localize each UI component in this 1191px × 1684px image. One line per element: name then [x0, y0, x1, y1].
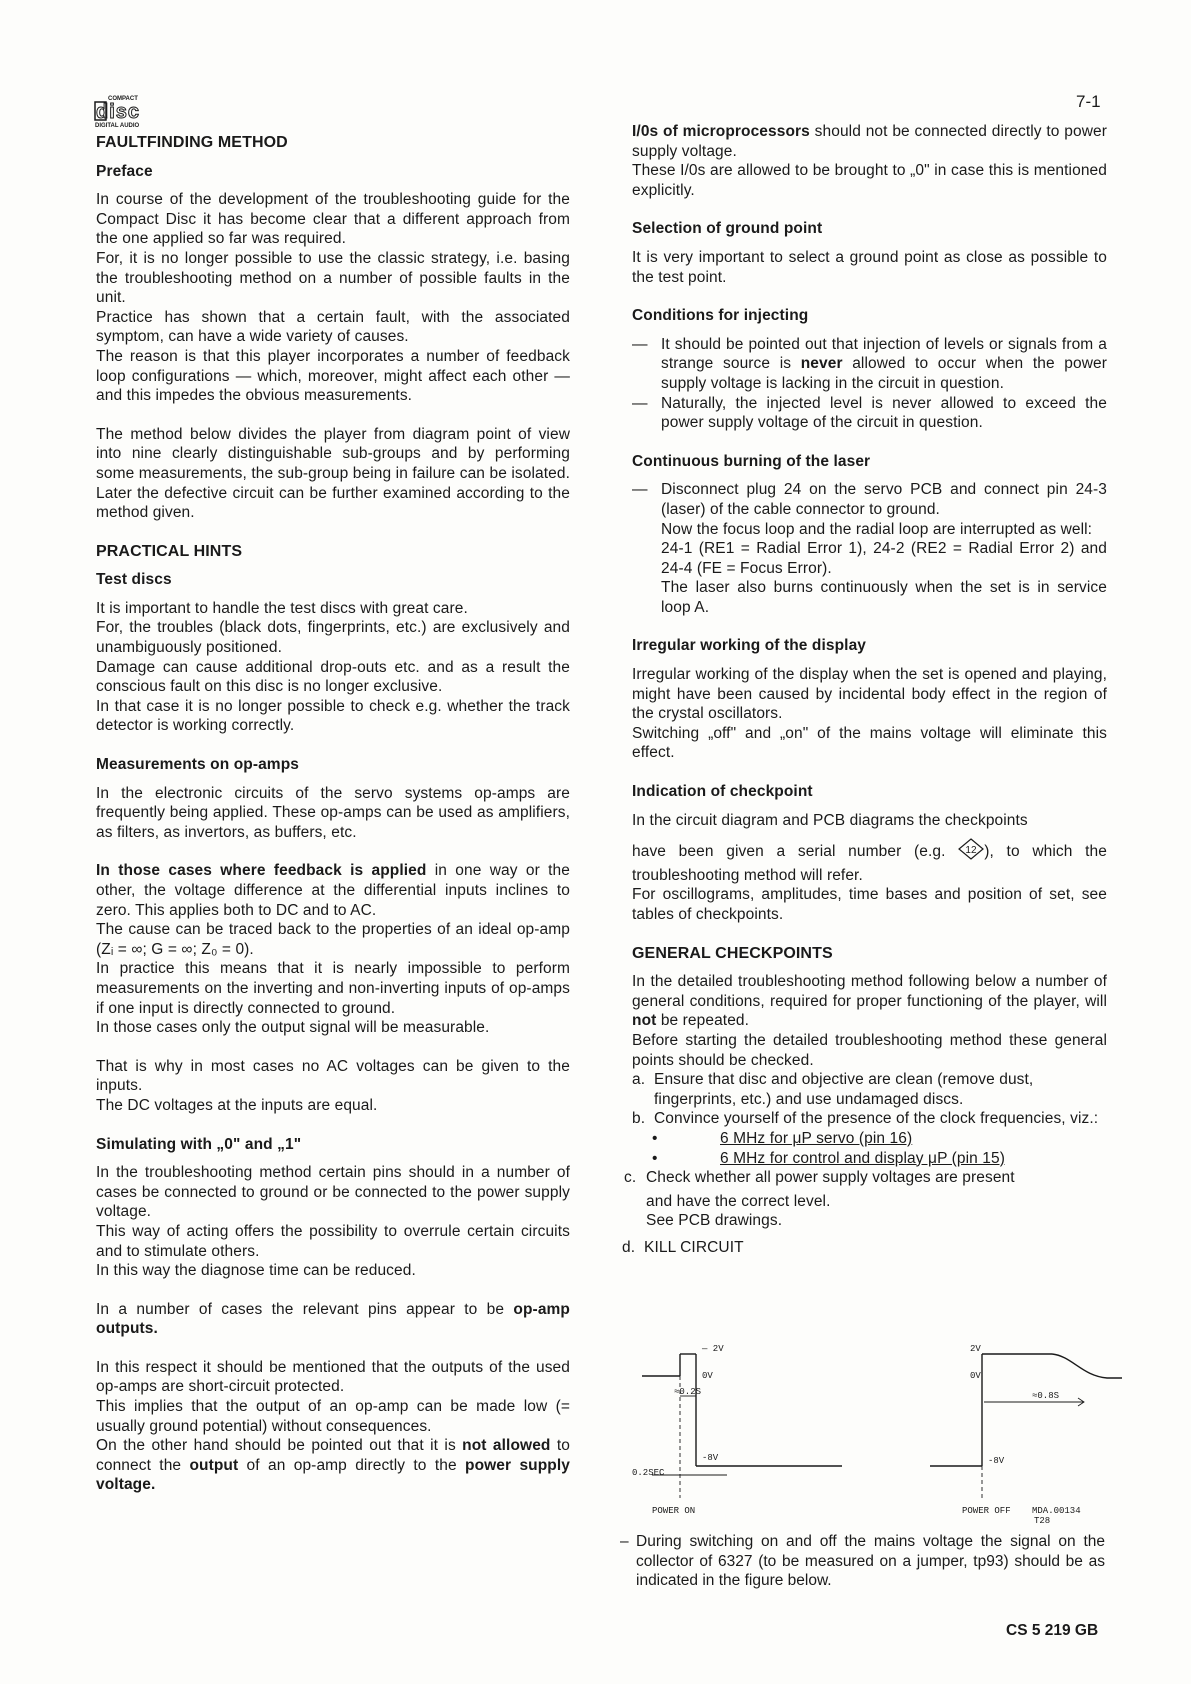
- op-amps-paragraph: In practice this means that it is nearly impossible to perform measurements on the inverting and non-inverting inputs of op-amps if one input is directly connected to ground.: [96, 960, 570, 1017]
- simulating-heading: Simulating with „0" and „1": [96, 1135, 302, 1153]
- clock-text: 6 MHz for μP servo (pin 16): [720, 1129, 913, 1147]
- preface-paragraph: The method below divides the player from diagram point of view into nine clearly distinguishable sub-groups and by performing some measurements, the sub-group being in failure can be isolated. Later the defective circuit can be further examined according to the method given.: [96, 425, 570, 522]
- display-paragraph: Switching „off" and „on" of the mains voltage will eliminate this effect.: [632, 724, 1107, 762]
- general-list-item: [632, 1070, 1107, 1109]
- general-paragraph: [632, 972, 1107, 1031]
- laser-text: Disconnect plug 24 on the servo PCB and connect pin 24-3 (laser) of the cable connector to ground.: [661, 481, 1107, 518]
- op-amps-paragraph: [96, 861, 570, 920]
- simulating-paragraph: In this respect it should be mentioned that the outputs of the used op-amps are short-circuit protected.: [96, 1358, 570, 1396]
- ground-point-heading: Selection of ground point: [632, 220, 823, 238]
- op-amps-heading: Measurements on op-amps: [96, 756, 299, 774]
- list-text: See PCB drawings.: [646, 1212, 783, 1230]
- clock-list-item: • 6 MHz for μP servo (pin 16): [652, 1129, 913, 1147]
- injecting-list-item: — Naturally, the injected level is never allowed to exceed the power supply voltage of the circuit in question.: [632, 394, 1107, 432]
- list-text: Ensure that disc and objective are clean (remove dust, fingerprints, etc.) and use undamaged discs.: [654, 1071, 1034, 1108]
- simulating-bold-text: output: [189, 1456, 239, 1474]
- general-text: be repeated.: [656, 1012, 750, 1030]
- left-column: [96, 95, 570, 1495]
- voltage-label: -8V: [988, 1456, 1005, 1466]
- page-number: 7-1: [1076, 92, 1101, 111]
- checkpoint-icon-number: 12: [965, 845, 977, 857]
- time-label: ≈0.2S: [674, 1387, 702, 1397]
- display-paragraph: Irregular working of the display when the set is opened and playing, might have been caused by incidental body effect in the region of the crystal oscillators.: [632, 666, 1107, 723]
- simulating-text: to connect the: [96, 1437, 570, 1474]
- logo-bottom-text: DIGITAL AUDIO: [95, 123, 140, 129]
- test-discs-paragraph: For, the troubles (black dots, fingerprints, etc.) are exclusively and unambiguously positioned.: [96, 619, 570, 657]
- io-paragraph: [632, 122, 1107, 161]
- general-checkpoints-heading: GENERAL CHECKPOINTS: [632, 944, 833, 962]
- voltage-label: 0V: [970, 1371, 981, 1381]
- ground-point-paragraph: It is very important to select a ground point as close as possible to the test point.: [632, 248, 1107, 286]
- general-text: In the detailed troubleshooting method following below a number of general conditions, required for proper functioning of the player, will: [632, 973, 1107, 1010]
- injecting-text: It should be pointed out that injection of levels or signals from a strange source is: [661, 335, 1107, 373]
- display-heading: Irregular working of the display: [632, 637, 867, 655]
- simulating-paragraph: In this way the diagnose time can be reduced.: [96, 1262, 416, 1280]
- general-list-item: [632, 1109, 1107, 1129]
- preface-paragraph: For, it is no longer possible to use the classic strategy, i.e. basing the troubleshooting method on a number of possible faults in the unit.: [96, 249, 570, 307]
- clock-list-item: • 6 MHz for control and display μP (pin 15): [652, 1149, 1005, 1167]
- op-amps-paragraph: In those cases only the output signal will be measurable.: [96, 1019, 490, 1037]
- power-off-label: POWER OFF: [962, 1506, 1011, 1516]
- simulating-bold-text: op-amp outputs.: [96, 1300, 570, 1338]
- op-amps-bold-text: In those cases where feedback is applied: [96, 862, 427, 880]
- injecting-heading: Conditions for injecting: [632, 307, 809, 325]
- checkpoint-heading: Indication of checkpoint: [632, 783, 813, 801]
- simulating-paragraph: In the troubleshooting method certain pins should in a number of cases be connected to ground or be connected to the power supply voltage.: [96, 1164, 570, 1221]
- list-text: Check whether all power supply voltages are present: [646, 1169, 1015, 1187]
- laser-text: The laser also burns continuously when the set is in service loop A.: [661, 579, 1107, 616]
- list-text: and have the correct level.: [646, 1192, 831, 1210]
- test-discs-paragraph: Damage can cause additional drop-outs etc. and as a result the conscious fault on this disc is no longer exclusive.: [96, 658, 570, 696]
- logo-main-text: disc: [96, 101, 141, 123]
- document-code: CS 5 219 GB: [1006, 1622, 1099, 1639]
- clock-text: 6 MHz for control and display μP (pin 15): [720, 1149, 1005, 1167]
- simulating-text: In a number of cases the relevant pins appear to be: [96, 1300, 514, 1318]
- figure-reference-sub: T28: [1034, 1516, 1051, 1526]
- general-list-item: [624, 1168, 1107, 1188]
- power-on-label: POWER ON: [652, 1506, 696, 1516]
- op-amps-text: in one way or the other, the voltage difference at the differential inputs inclines to zero. This applies both to DC and to AC.: [96, 862, 571, 919]
- checkpoint-text: have been given a serial number (e.g.: [632, 843, 959, 861]
- voltage-label: — 2V: [702, 1344, 724, 1354]
- preface-heading: Preface: [96, 162, 153, 180]
- injecting-text: Naturally, the injected level is never allowed to exceed the power supply voltage of the circuit in question.: [661, 394, 1107, 432]
- kill-circuit-note: – During switching on and off the mains voltage the signal on the collector of 6327 (to be measured on a jumper, tp93) should be as indicated in the figure below.: [620, 1533, 1105, 1590]
- laser-text: 24-1 (RE1 = Radial Error 1), 24-2 (RE2 = Radial Error 2) and 24-4 (FE = Focus Error).: [661, 540, 1107, 577]
- preface-paragraph: Practice has shown that a certain fault, with the associated symptom, can have a wide variety of causes.: [96, 308, 570, 346]
- test-discs-paragraph: In that case it is no longer possible to check e.g. whether the track detector is working correctly.: [96, 697, 570, 735]
- preface-paragraph: The reason is that this player incorporates a number of feedback loop configurations — which, moreover, might affect each other — and this impedes the obvious measurements.: [96, 347, 570, 405]
- io-bold-text: I/0s of microprocessors: [632, 123, 810, 140]
- injecting-text: allowed to occur when the power supply voltage is lacking in the circuit in question.: [661, 355, 1107, 392]
- time-label: ≈0.8S: [1032, 1391, 1060, 1401]
- simulating-text: of an op-amp directly to the: [238, 1456, 465, 1474]
- injecting-bold-text: never: [800, 355, 843, 373]
- simulating-paragraph: [96, 1300, 570, 1339]
- checkpoint-diamond-icon: [958, 838, 984, 866]
- op-amps-paragraph: The DC voltages at the inputs are equal.: [96, 1096, 378, 1114]
- injecting-list-item: — It should be pointed out that injection of levels or signals from a strange source is never allowed to occur when the power supply voltage is lacking in the circuit in question.: [632, 335, 1107, 392]
- list-marker: c.: [624, 1169, 637, 1187]
- general-bold-text: not: [632, 1012, 657, 1030]
- test-discs-paragraph: It is important to handle the test discs with great care.: [96, 599, 468, 617]
- io-paragraph: These I/0s are allowed to be brought to „0" in case this is mentioned explicitly.: [632, 162, 1107, 199]
- op-amps-paragraph: In the electronic circuits of the servo systems op-amps are frequently being applied. These op-amps can be used as amplifiers, as filters, as invertors, as buffers, etc.: [96, 784, 570, 841]
- checkpoint-paragraph: In the circuit diagram and PCB diagrams the checkpoints: [632, 811, 1028, 829]
- io-text: should not be connected directly to power supply voltage.: [632, 123, 1107, 160]
- preface-paragraph: In course of the development of the troubleshooting guide for the Compact Disc it has become clear that a different approach from the one applied so far was required.: [96, 191, 570, 248]
- practical-hints-heading: PRACTICAL HINTS: [96, 542, 243, 560]
- list-marker: b.: [632, 1110, 646, 1128]
- simulating-bold-text: not allowed: [462, 1437, 551, 1455]
- checkpoint-text: ), to which the troubleshooting method will refer.: [632, 843, 1107, 884]
- voltage-label: -8V: [702, 1453, 719, 1463]
- list-text: Convince yourself of the presence of the clock frequencies, viz.:: [654, 1110, 1099, 1128]
- logo-top-text: COMPACT: [108, 96, 138, 102]
- page-title: FAULTFINDING METHOD: [96, 134, 288, 151]
- checkpoint-paragraph: [632, 838, 1107, 885]
- simulating-paragraph: This way of acting offers the possibility to overrule certain circuits and to stimulate others.: [96, 1222, 570, 1260]
- laser-list-item: — Disconnect plug 24 on the servo PCB and connect pin 24-3 (laser) of the cable connector to ground. Now the focus loop and the radial loop are interrupted as well: 24-1 (RE1 = Radial Error 1), 24-2 (RE2 = Radial Error 2) and 24-4 (FE = Focus Error). The laser also burns continuously when the set is in service loop A.: [632, 481, 1107, 616]
- op-amps-paragraph: That is why in most cases no AC voltages can be given to the inputs.: [96, 1057, 570, 1095]
- right-column: [622, 122, 1107, 1258]
- simulating-bold-text: power supply voltage.: [96, 1456, 571, 1494]
- kill-circuit-note-text: During switching on and off the mains voltage the signal on the collector of 6327 (to be measured on a jumper, tp93) should be as indicated in the figure below.: [636, 1533, 1105, 1590]
- simulating-paragraph: [96, 1436, 570, 1495]
- checkpoint-paragraph: For oscillograms, amplitudes, time bases and position of set, see tables of checkpoints.: [632, 886, 1107, 923]
- voltage-label: 0V: [702, 1371, 713, 1381]
- laser-text: Now the focus loop and the radial loop are interrupted as well:: [661, 520, 1093, 538]
- simulating-paragraph: This implies that the output of an op-amp can be made low (= usually ground potential) without consequences.: [96, 1398, 570, 1435]
- power-on-waveform: [642, 1354, 842, 1498]
- list-text: KILL CIRCUIT: [644, 1238, 744, 1256]
- simulating-text: On the other hand should be pointed out that it is: [96, 1437, 463, 1455]
- laser-heading: Continuous burning of the laser: [632, 452, 871, 470]
- figure-reference: MDA.00134: [1032, 1506, 1081, 1516]
- voltage-label: 2V: [970, 1344, 981, 1354]
- list-marker: a.: [632, 1071, 646, 1089]
- general-paragraph: Before starting the detailed troubleshooting method these general points should be checked.: [632, 1031, 1107, 1069]
- power-off-waveform: [930, 1354, 1122, 1498]
- list-marker: d.: [622, 1238, 636, 1256]
- general-list-item: [622, 1238, 1107, 1258]
- kill-circuit-diagram: [632, 1338, 1122, 1526]
- op-amps-paragraph: The cause can be traced back to the properties of an ideal op-amp (Zᵢ = ∞; G = ∞; Z₀ = 0).: [96, 921, 570, 958]
- test-discs-heading: Test discs: [96, 571, 172, 589]
- time-label: 0.2SEC: [632, 1468, 665, 1478]
